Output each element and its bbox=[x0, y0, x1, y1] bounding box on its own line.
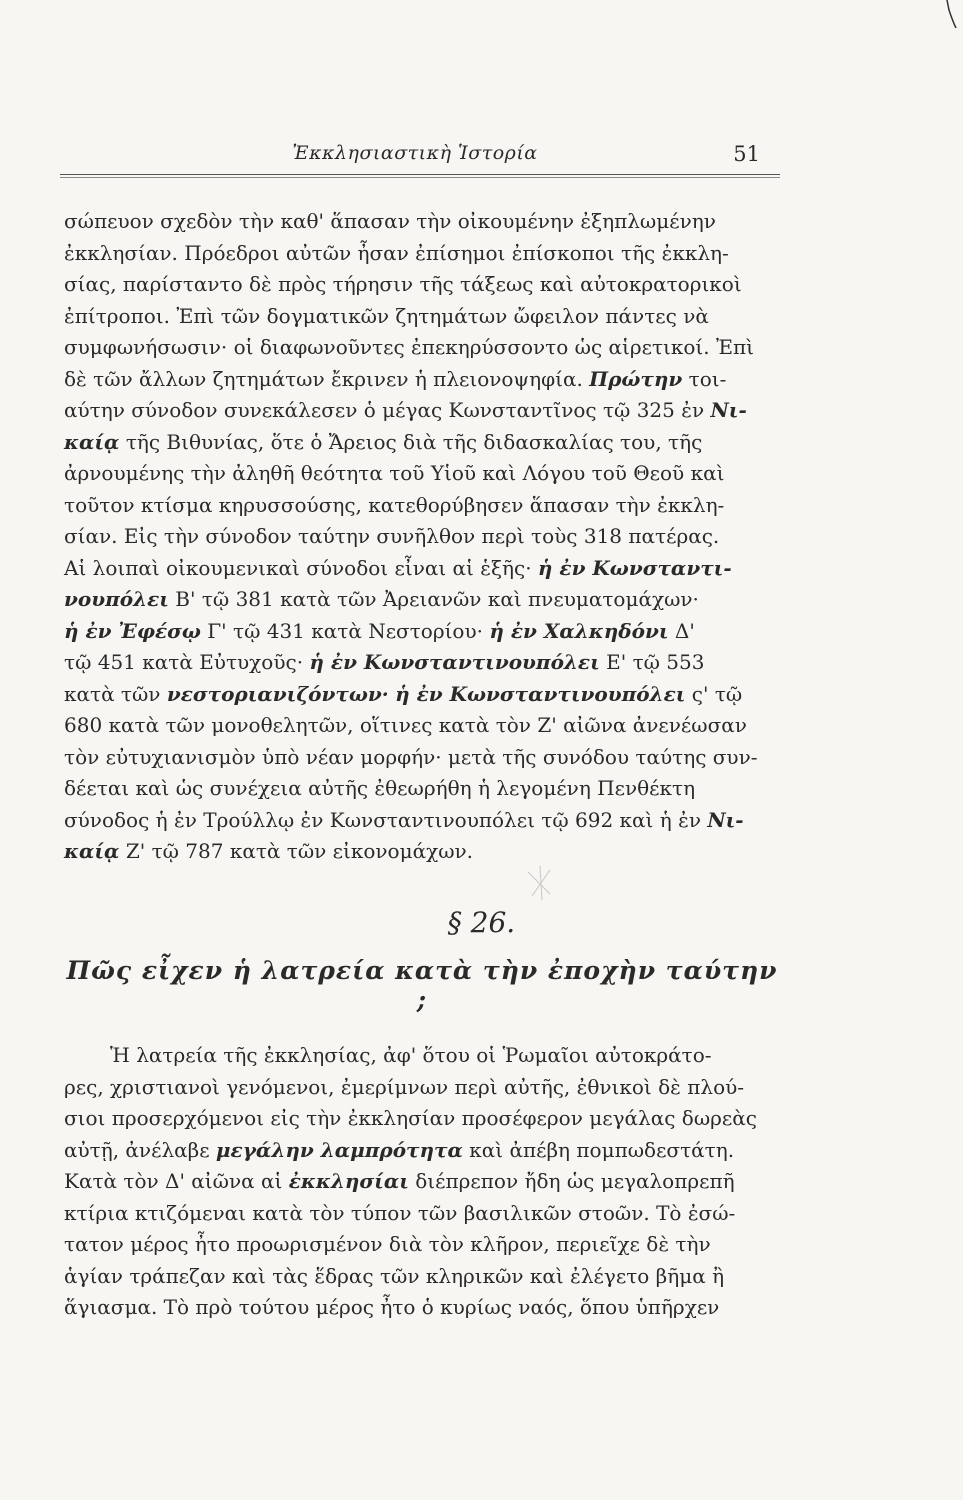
header-rule bbox=[60, 174, 780, 178]
emphasis: Νι- bbox=[707, 807, 744, 832]
text-line: τατον μέρος ἦτο προωρισμένον διὰ τὸν κλῆρον, περιεῖχε δὲ τὴν bbox=[64, 1232, 711, 1256]
text-line: κτίρια κτιζόμεναι κατὰ τὸν τύπον τῶν βασιλικῶν στοῶν. Τὸ ἐσώ- bbox=[64, 1200, 736, 1225]
text-line: σίαν. Εἰς τὴν σύνοδον ταύτην συνῆλθον περὶ τοὺς 318 πατέρας. bbox=[64, 524, 720, 548]
text-line: ἡ ἐν Ἐφέσῳ Γ' τῷ 431 κατὰ Νεστορίου· ἡ ἐν Χαλκηδόνι Δ' bbox=[64, 618, 695, 643]
text-line: ἀρνουμένης τὴν ἀληθῆ θεότητα τοῦ Υἱοῦ καὶ Λόγου τοῦ Θεοῦ καὶ bbox=[64, 461, 725, 485]
emphasis: καίᾳ bbox=[64, 429, 120, 454]
text-line: καίᾳ τῆς Βιθυνίας, ὅτε ὁ Ἄρειος διὰ τῆς διδασκαλίας του, τῆς bbox=[64, 429, 703, 454]
text-line: ἅγιασμα. Τὸ πρὸ τούτου μέρος ἦτο ὁ κυρίως ναός, ὅπου ὑπῆρχεν bbox=[64, 1295, 720, 1319]
text-line: ἐπίτροποι. Ἐπὶ τῶν δογματικῶν ζητημάτων ὤφειλον πάντες νὰ bbox=[64, 303, 709, 328]
emphasis: καίᾳ bbox=[64, 839, 120, 863]
text-line: δὲ τῶν ἄλλων ζητημάτων ἔκρινεν ἡ πλειονοψηφία. Πρώτην τοι- bbox=[64, 366, 727, 391]
emphasis: ἡ ἐν Κωνσταντινουπόλει bbox=[395, 681, 686, 706]
running-title: Ἐκκλησιαστικὴ Ἱστορία bbox=[292, 142, 538, 164]
text-line: ρες, χριστιανοὶ γενόμενοι, ἐμερίμνων περὶ αὐτῆς, ἐθνικοὶ δὲ πλού- bbox=[64, 1074, 745, 1099]
text-line: σύνοδος ἡ ἐν Τρούλλῳ ἐν Κωνσταντινουπόλει τῷ 692 καὶ ἡ ἐν Νι- bbox=[64, 807, 744, 832]
text-line: Κατὰ τὸν Δ' αἰῶνα αἱ ἐκκλησίαι διέπρεπον ἤδη ὡς μεγαλοπρεπῆ bbox=[64, 1169, 735, 1193]
text-line: αὐτῇ, ἀνέλαβε μεγάλην λαμπρότητα καὶ ἀπέβη πομπωδεστάτη. bbox=[64, 1137, 735, 1162]
emphasis: Νι- bbox=[710, 398, 747, 422]
text-line: τοῦτον κτίσμα κηρυσσούσης, κατεθορύβησεν ἅπασαν τὴν ἐκκλη- bbox=[64, 492, 725, 517]
emphasis: ἡ ἐν Ἐφέσῳ bbox=[64, 618, 201, 643]
paragraph-councils bbox=[64, 206, 780, 868]
text-line: 680 κατὰ τῶν μονοθελητῶν, οἵτινες κατὰ τὸν Ζ' αἰῶνα ἀνενέωσαν bbox=[64, 713, 747, 737]
section-heading: Πῶς εἶχεν ἡ λατρεία κατὰ τὴν ἐποχὴν ταύτην ; bbox=[66, 956, 778, 1014]
emphasis: μεγάλην λαμπρότητα bbox=[215, 1137, 463, 1162]
ink-stain bbox=[520, 862, 560, 902]
text-line: ἁγίαν τράπεζαν καὶ τὰς ἕδρας τῶν κληρικῶν καὶ ἐλέγετο βῆμα ἢ bbox=[64, 1263, 725, 1288]
text-line: τὸν εὐτυχιανισμὸν ὑπὸ νέαν μορφήν· μετὰ τῆς συνόδου ταύτης συν- bbox=[64, 744, 758, 769]
emphasis: Πρώτην bbox=[589, 366, 683, 391]
text-line: Αἱ λοιπαὶ οἰκουμενικαὶ σύνοδοι εἶναι αἱ ἑξῆς· ἡ ἐν Κωνσταντι- bbox=[64, 555, 732, 580]
emphasis: νεστοριανιζόντων· bbox=[166, 681, 389, 706]
emphasis: ἐκκλησίαι bbox=[288, 1169, 409, 1193]
paragraph-worship bbox=[64, 1040, 780, 1324]
text-line: σίας, παρίσταντο δὲ πρὸς τήρησιν τῆς τάξεως καὶ αὐτοκρατορικοὶ bbox=[64, 272, 742, 296]
text-line: καίᾳ Ζ' τῷ 787 κατὰ τῶν εἰκονομάχων. bbox=[64, 839, 474, 863]
text-line: κατὰ τῶν νεστοριανιζόντων· ἡ ἐν Κωνσταντινουπόλει ς' τῷ bbox=[64, 681, 743, 706]
emphasis: ἡ ἐν Κωνσταντινουπόλει bbox=[309, 650, 600, 674]
text-line: Ἡ λατρεία τῆς ἐκκλησίας, ἀφ' ὅτου οἱ Ῥωμαῖοι αὐτοκράτο- bbox=[110, 1043, 712, 1067]
text-line: ἐκκλησίαν. Πρόεδροι αὐτῶν ἦσαν ἐπίσημοι ἐπίσκοποι τῆς ἐκκλη- bbox=[64, 240, 729, 265]
text-line: δέεται καὶ ὡς συνέχεια αὐτῆς ἐθεωρήθη ἡ λεγομένη Πενθέκτη bbox=[64, 776, 696, 800]
text-line: αύτην σύνοδον συνεκάλεσεν ὁ μέγας Κωνσταντῖνος τῷ 325 ἐν Νι- bbox=[64, 398, 747, 422]
emphasis: νουπόλει bbox=[64, 587, 169, 611]
page-number: 51 bbox=[733, 142, 760, 166]
emphasis: ἡ ἐν Κωνσταντι- bbox=[537, 555, 732, 580]
emphasis: ἡ ἐν Χαλκηδόνι bbox=[489, 618, 669, 643]
text-line: νουπόλει Β' τῷ 381 κατὰ τῶν Ἀρειανῶν καὶ πνευματομάχων· bbox=[64, 587, 699, 611]
text-line: σιοι προσερχόμενοι εἰς τὴν ἐκκλησίαν προσέφερον μεγάλας δωρεὰς bbox=[64, 1106, 757, 1130]
text-line: τῷ 451 κατὰ Εὐτυχοῦς· ἡ ἐν Κωνσταντινουπόλει Ε' τῷ 553 bbox=[64, 650, 705, 674]
running-head bbox=[70, 142, 760, 170]
text-line: σώπευον σχεδὸν τὴν καθ' ἅπασαν τὴν οἰκουμένην ἐξηπλωμένην bbox=[64, 209, 716, 233]
page-edge-mark bbox=[945, 0, 957, 30]
section-number: § 26. bbox=[447, 906, 516, 939]
text-line: συμφωνήσωσιν· οἱ διαφωνοῦντες ἐπεκηρύσσοντο ὡς αἱρετικοί. Ἐπὶ bbox=[64, 335, 755, 359]
